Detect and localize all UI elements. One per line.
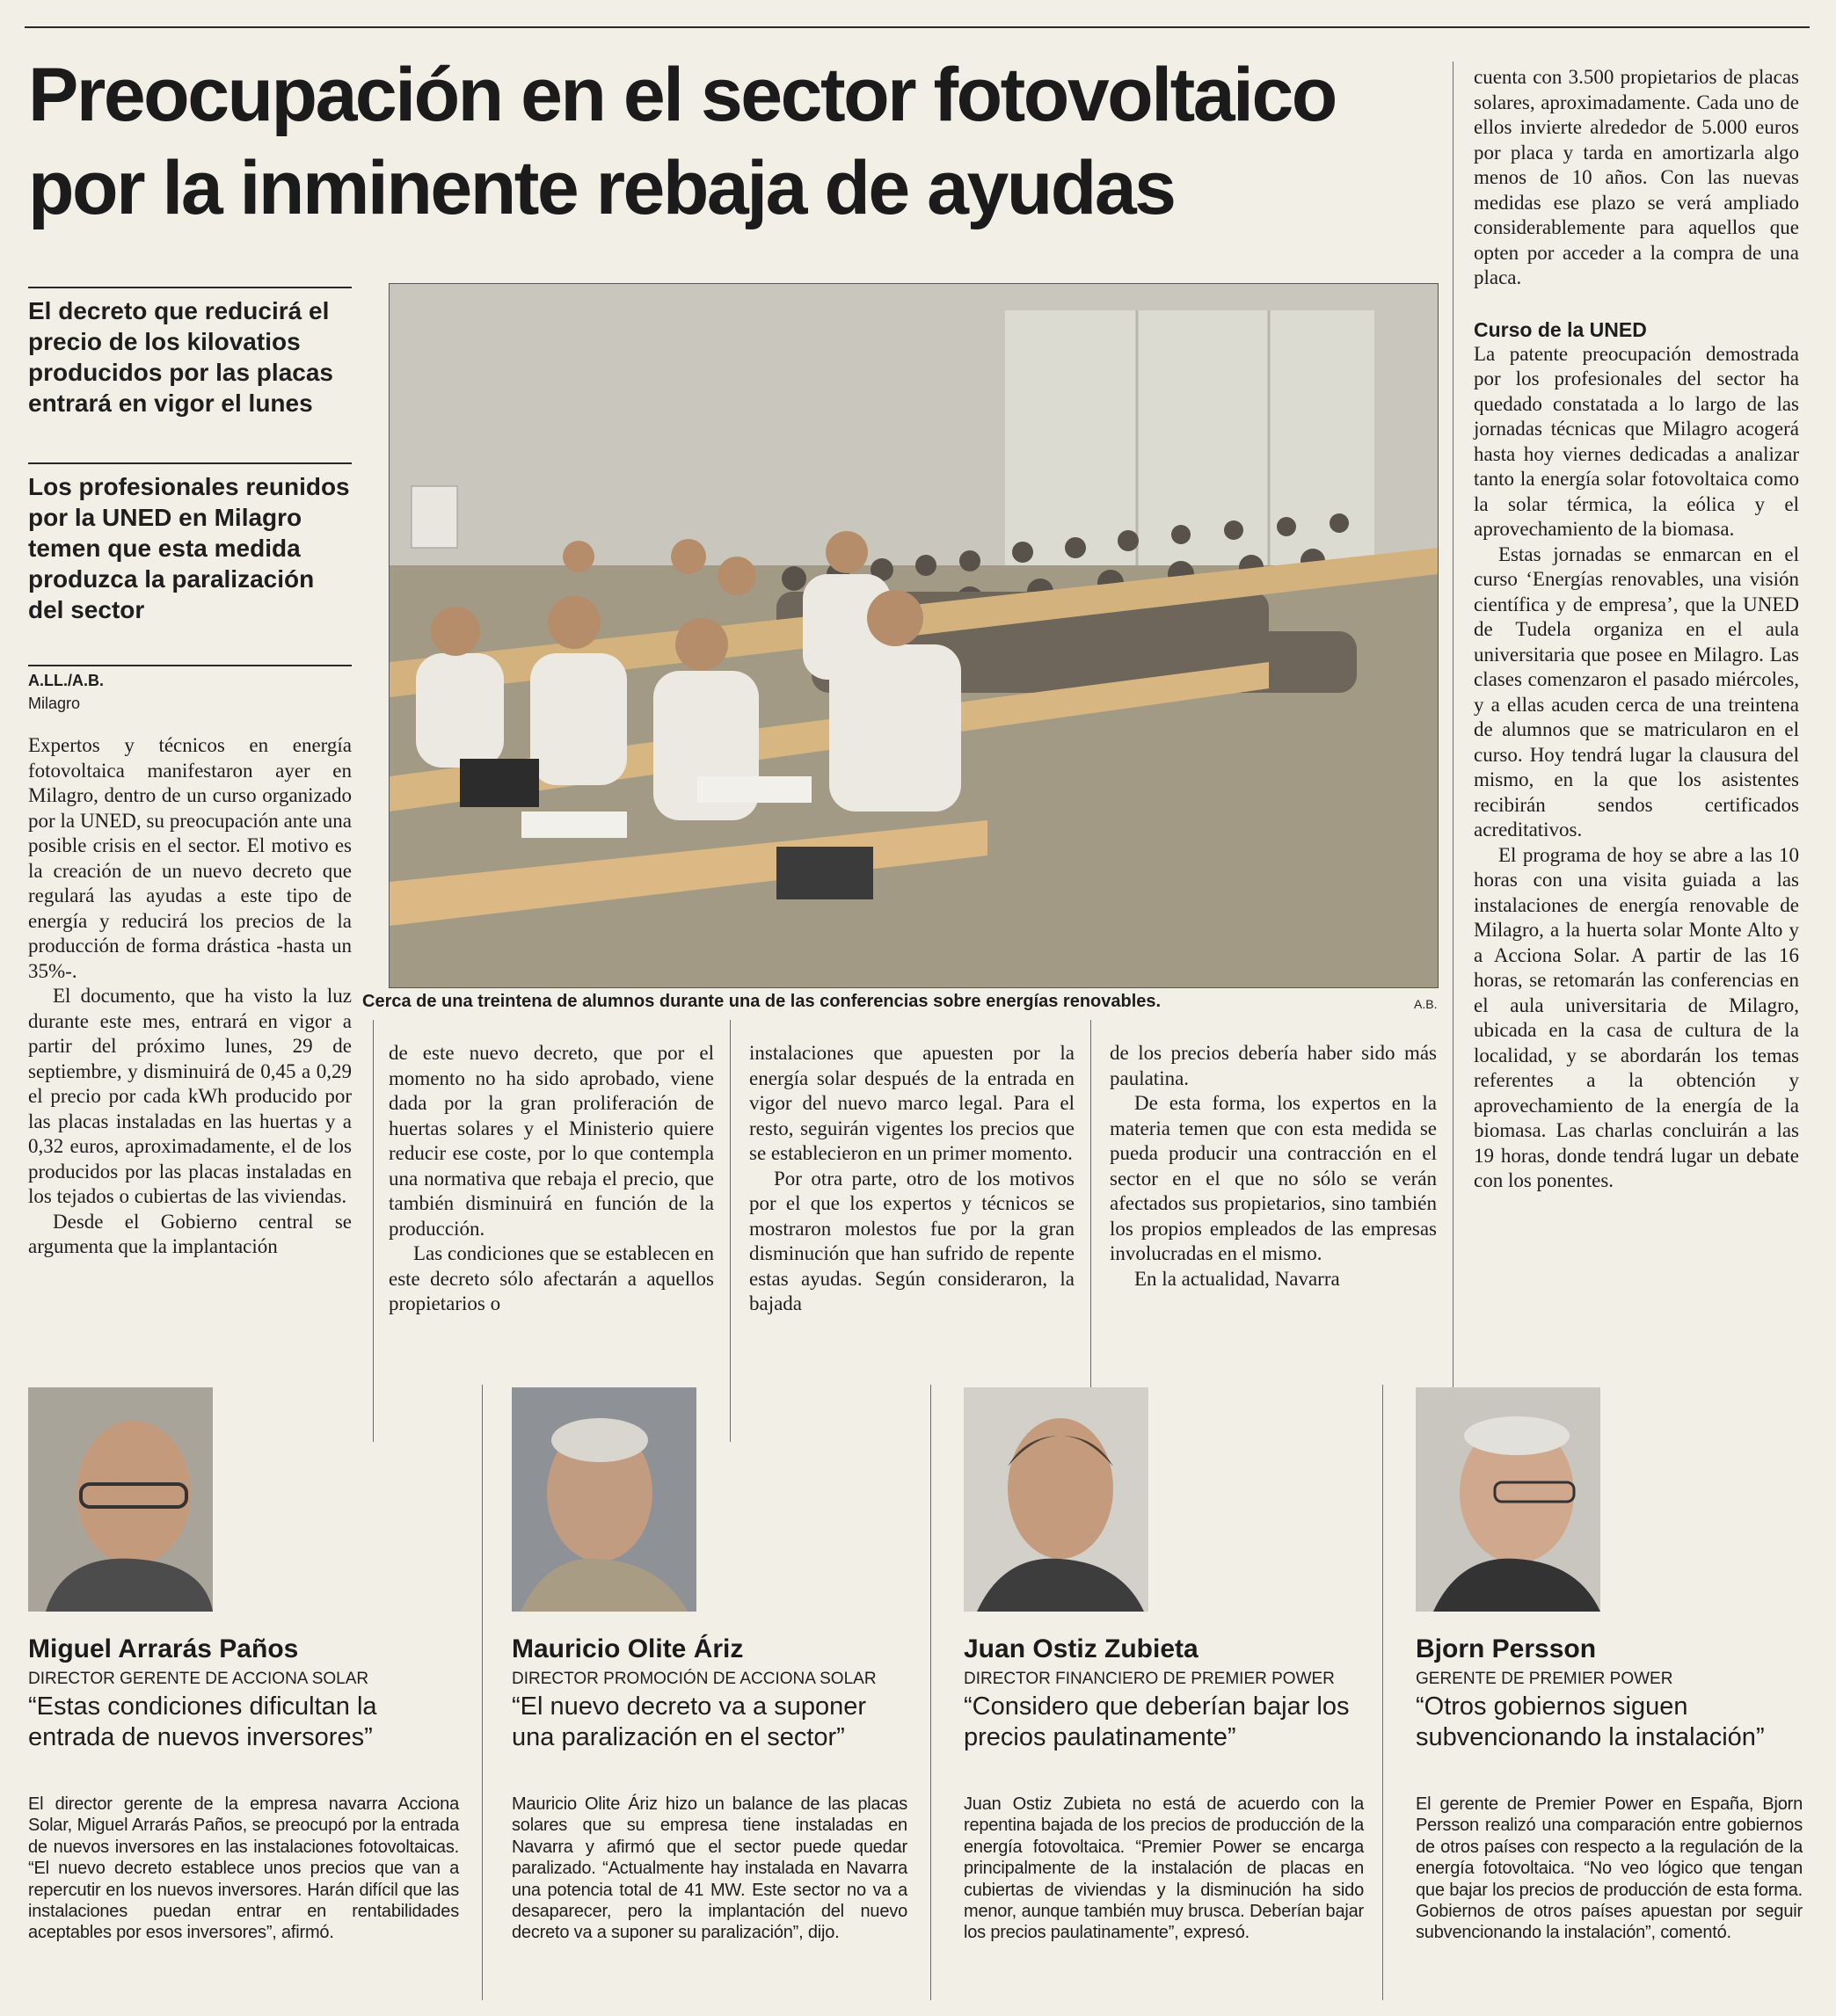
deck-rule-1: [28, 287, 352, 288]
column-divider: [1090, 1020, 1091, 1442]
photo-caption: Cerca de una treintena de alumnos durante una de las conferencias sobre energías renovables.: [362, 992, 1162, 1011]
article-paragraph: De esta forma, los expertos en la materia temen que con esta medida se pueda producir una contracción en el sector en el que no sólo se verán afectados sus propietarios, sino también los propios empleados de las empresas involucradas en el mismo.: [1110, 1092, 1437, 1264]
portrait-mauricio-olite: [512, 1387, 696, 1612]
article-paragraph: La patente preocupación demostrada por los profesionales del sector ha quedado constatada a lo largo de las jornadas técnicas que Milagro acogerá hasta hoy viernes dedicadas a analizar tanto la energía solar fotovoltaica como la solar térmica, la eólica y el aprovechamiento de la biomasa.: [1474, 342, 1799, 540]
portrait-bjorn-persson: [1416, 1387, 1600, 1612]
portrait-miguel-arraras: [28, 1387, 213, 1612]
profile-quote: “El nuevo decreto va a suponer una paralización en el sector”: [512, 1692, 867, 1751]
deck-2: Los profesionales reunidos por la UNED en Milagro temen que esta medida produzca la paralización del sector: [28, 473, 350, 623]
headline-line-2: por la inminente rebaja de ayudas: [28, 146, 1175, 230]
article-column-1: [28, 733, 352, 1260]
article-paragraph: de este nuevo decreto, que por el momento no ha sido aprobado, viene dada por la gran proliferación de huertas solares y el Ministerio quiere reducir ese coste, por lo que contempla una normativa que rebaja el precio, que también disminuirá en función de la producción.: [389, 1042, 714, 1240]
deck-1: El decreto que reducirá el precio de los kilovatios producidos por las placas entrará en vigor el lunes: [28, 297, 333, 417]
article-paragraph: Estas jornadas se enmarcan en el curso ‘Energías renovables, una visión científica y de empresa’, que la UNED de Tudela organiza en el aula universitaria que posee en Milagro. Las clases comenzaron el pasado miércoles, y a ellas acuden cerca de una treintena de alumnos que se matricularon en el curso. Hoy tendrá lugar la clausura del mismo, en la que los asistentes recibirán sendos certificados acreditativos.: [1474, 542, 1799, 841]
profile-role: DIRECTOR PROMOCIÓN DE ACCIONA SOLAR: [512, 1670, 877, 1688]
article-paragraph: En la actualidad, Navarra: [1134, 1267, 1340, 1290]
article-paragraph: Por otra parte, otro de los motivos por el que los expertos y técnicos se mostraron molestos fue por la gran disminución que han sufrido de repente estas ayudas. Según consideraron, la bajada: [749, 1167, 1075, 1314]
profile-name: Juan Ostiz Zubieta: [964, 1634, 1198, 1663]
profile-divider: [482, 1385, 483, 2000]
classroom-photo-illustration: [390, 284, 1438, 987]
profile-body: Juan Ostiz Zubieta no está de acuerdo con la repentina bajada de los precios de producción de la energía fotovoltaica. “Premier Power se encarga principalmente de la instalación de placas en cubiertas de viviendas y la disminución ha sido menor, aunque también muy brusca. Deberían bajar los precios paulatinamente”, expresó.: [964, 1794, 1364, 1943]
deck-rule-2: [28, 462, 352, 464]
article-paragraph: de los precios debería haber sido más paulatina.: [1110, 1042, 1437, 1089]
profile-role: DIRECTOR FINANCIERO DE PREMIER POWER: [964, 1670, 1335, 1688]
profile-body: El director gerente de la empresa navarra Acciona Solar, Miguel Arrarás Paños, se preocupó por la entrada de nuevos inversores en las instalaciones fotovoltaicas. “El nuevo decreto establece unos precios que van a repercutir en los nuevos inversores. Harán difícil que las instalaciones puedan entrar en rentabilidades aceptables por esos inversores”, afirmó.: [28, 1794, 459, 1943]
article-paragraph: instalaciones que apuesten por la energía solar después de la entrada en vigor del nuevo marco legal. Para el resto, seguirán vigentes los precios que se establecieron en un primer momento.: [749, 1042, 1075, 1164]
portrait-juan-ostiz: [964, 1387, 1148, 1612]
profile-role: DIRECTOR GERENTE DE ACCIONA SOLAR: [28, 1670, 369, 1688]
conference-photo: [389, 283, 1439, 988]
headline: [28, 48, 1470, 235]
article-paragraph: El programa de hoy se abre a las 10 horas con una visita guiada a las instalaciones de energía renovable de Milagro, a la huerta solar Monte Alto y a Acciona Solar. A partir de las 16 horas, se retomarán las conferencias en el aula universitaria de Milagro, ubicada en la casa de cultura de la localidad, y se abordarán los temas referentes a la obtención y aprovechamiento de la energía de la biomasa. Las charlas concluirán a las 19 horas, donde tendrá lugar un debate con los ponentes.: [1474, 843, 1799, 1191]
profile-divider: [1382, 1385, 1383, 2000]
article-column-3: [749, 1041, 1075, 1317]
profile-quote: “Considero que deberían bajar los precios paulatinamente”: [964, 1692, 1350, 1751]
top-rule: [25, 26, 1810, 28]
article-paragraph: cuenta con 3.500 propietarios de placas solares, aproximadamente. Cada uno de ellos invierte alrededor de 5.000 euros por placa y tarda en amortizarla algo menos de 10 años. Con las nuevas medidas ese plazo se verá ampliado considerablemente para aquellos que opten por acceder a la compra de una placa.: [1474, 66, 1799, 288]
column-divider: [373, 1020, 374, 1442]
headline-line-1: Preocupación en el sector fotovoltaico: [28, 53, 1336, 137]
profile-quote: “Estas condiciones dificultan la entrada de nuevos inversores”: [28, 1692, 377, 1751]
deck-rule-3: [28, 665, 352, 666]
profile-role: GERENTE DE PREMIER POWER: [1416, 1670, 1673, 1688]
column-divider: [1453, 62, 1454, 1451]
profile-name: Bjorn Persson: [1416, 1634, 1597, 1663]
article-paragraph: Desde el Gobierno central se argumenta que la implantación: [28, 1210, 352, 1257]
section-subhead: Curso de la UNED: [1474, 317, 1647, 341]
byline-author: A.LL./A.B.: [28, 672, 104, 689]
photo-credit: A.B.: [1414, 997, 1438, 1011]
article-paragraph: El documento, que ha visto la luz durante este mes, entrará en vigor a partir del próximo lunes, 29 de septiembre, y disminuirá de 0,45 a 0,29 el precio por cada kWh producido por las placas instaladas en las huertas y a 0,32 euros, aproximadamente, el de los producidos por las placas instaladas en los tejados o cubiertas de las viviendas.: [28, 985, 352, 1207]
article-paragraph: Expertos y técnicos en energía fotovoltaica manifestaron ayer en Milagro, dentro de un curso organizado por la UNED, su preocupación ante una posible crisis en el sector. El motivo es la creación de un nuevo decreto que regulará las ayudas a este tipo de energía y reducirá los precios de la producción de forma drástica -hasta un 35%-.: [28, 734, 352, 982]
byline-place: Milagro: [28, 695, 81, 712]
profile-name: Mauricio Olite Áriz: [512, 1634, 744, 1663]
article-column-2: [389, 1041, 714, 1317]
profile-name: Miguel Arrarás Paños: [28, 1634, 299, 1663]
profile-body: Mauricio Olite Áriz hizo un balance de las placas solares que su empresa tiene instaladas en Navarra y afirmó que el sector puede quedar paralizado. “Actualmente hay instalada en Navarra una potencia total de 41 MW. Este sector no va a desaparecer, pero la implantación del nuevo decreto va a suponer su paralización”, dijo.: [512, 1794, 907, 1943]
column-divider: [730, 1020, 731, 1442]
article-column-4: [1110, 1041, 1437, 1292]
profile-quote: “Otros gobiernos siguen subvencionando la instalación”: [1416, 1692, 1765, 1751]
article-column-5: [1474, 65, 1799, 1194]
profile-divider: [930, 1385, 931, 2000]
article-paragraph: Las condiciones que se establecen en este decreto sólo afectarán a aquellos propietarios o: [389, 1242, 714, 1314]
profile-body: El gerente de Premier Power en España, Bjorn Persson realizó una comparación entre gobiernos de otros países con respecto a la regulación de la energía fotovoltaica. “No veo lógico que tengan que bajar los precios de producción de esta forma. Gobiernos de otros países apuestan por seguir subvencionando la instalación”, comentó.: [1416, 1794, 1803, 1943]
